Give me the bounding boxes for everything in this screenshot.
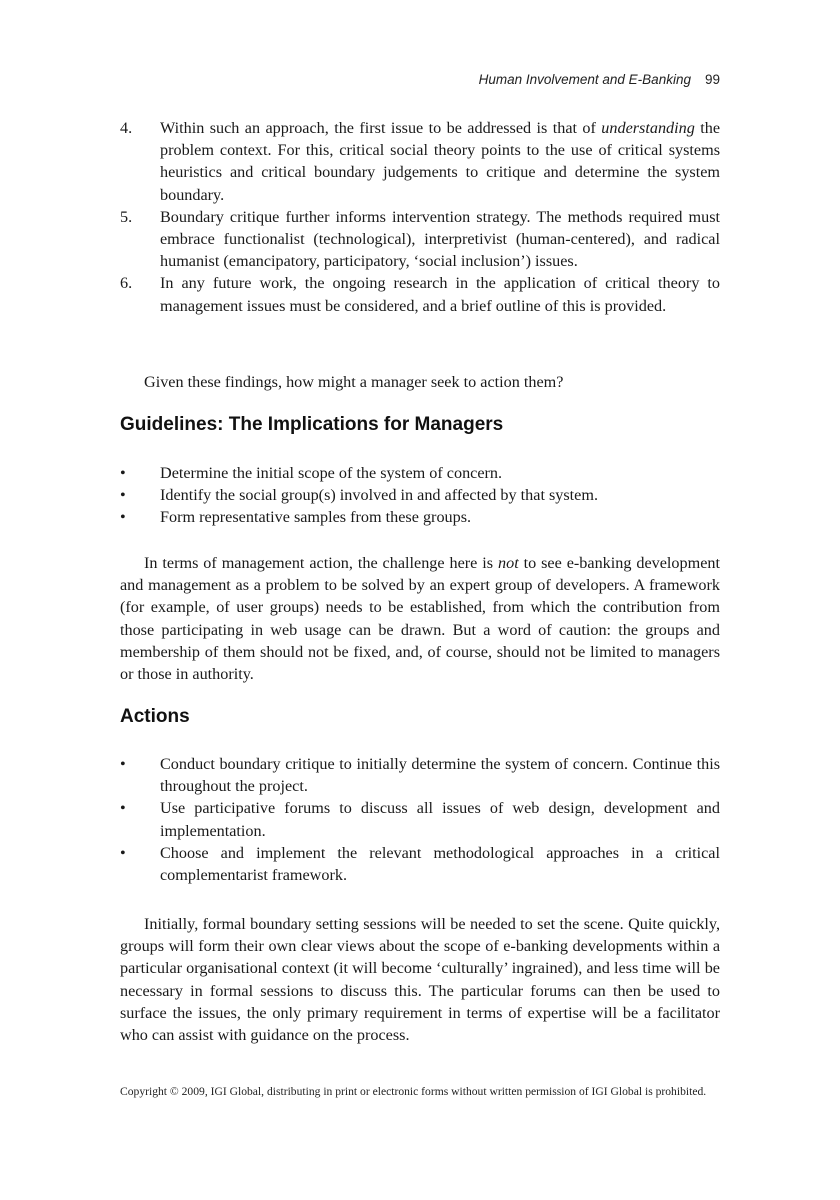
bullet-icon: •: [120, 486, 126, 505]
running-title: Human Involvement and E-Banking: [478, 72, 691, 87]
list-item: [120, 797, 720, 841]
list-text: Choose and implement the relevant methodological approaches in a critical complementarist framework.: [160, 843, 720, 885]
emphasis-text: not: [498, 554, 519, 572]
bullet-icon: •: [120, 755, 126, 773]
list-text: Use participative forums to discuss all issues of web design, development and implementation.: [160, 799, 720, 840]
numbered-findings-list: [120, 117, 720, 317]
list-text: In any future work, the ongoing research in the application of critical theory to management issues must be considered, and a brief outline of this is provided.: [160, 274, 720, 315]
list-number: 6.: [120, 274, 133, 293]
list-text: [160, 119, 720, 204]
guidelines-bullet-list: [120, 462, 720, 529]
copyright-footer: Copyright © 2009, IGI Global, distributing in print or electronic forms without written permission of IGI Global is prohibited.: [120, 1085, 707, 1098]
list-number: 5.: [120, 207, 133, 226]
list-number: 4.: [120, 119, 133, 137]
section-heading-actions: Actions: [120, 706, 190, 727]
list-item: [120, 484, 720, 506]
text-segment: the problem context. For this, critical social theory points to the use of critical systems heuristics and critical boundary judgements to critique and determine the system boundary.: [160, 119, 721, 204]
text-segment: In terms of management action, the challenge here is: [144, 554, 498, 572]
boundary-sessions-paragraph: Initially, formal boundary setting sessions will be needed to set the scene. Quite quickly, groups will form their own clear views about the scope of e-banking developments within a particular organisational context (it will become ‘culturally’ ingrained), and less time will be necessary in formal sessions to discuss this. The particular forums can then be used to surface the issues, the only primary requirement in terms of expertise will be a facilitator who can assist with guidance on the process.: [120, 915, 720, 1045]
list-item: [120, 506, 720, 528]
text-segment: Within such an approach, the first issue to be addressed is that of: [160, 119, 602, 137]
page-number: 99: [704, 72, 720, 87]
bullet-icon: •: [120, 508, 126, 527]
list-text: Determine the initial scope of the system of concern.: [160, 464, 503, 482]
list-text: Identify the social group(s) involved in and affected by that system.: [160, 486, 598, 505]
list-text: Form representative samples from these groups.: [160, 508, 472, 527]
list-item: [120, 117, 720, 206]
list-text: Boundary critique further informs intervention strategy. The methods required must embrace functionalist (technological), interpretivist (human-centered), and radical humanist (emancipatory, participatory, ‘social inclusion’) issues.: [160, 207, 720, 271]
text-segment: to see e-banking development and management as a problem to be solved by an expert group of developers. A framework (for example, of user groups) needs to be established, from which the contribution from those participating in web usage can be drawn. But a word of caution: the groups and membership of them should not be fixed, and, of course, should not be limited to managers or those in authority.: [120, 554, 720, 684]
transition-paragraph: Given these findings, how might a manager seek to action them?: [144, 373, 564, 391]
bullet-icon: •: [120, 799, 126, 818]
emphasis-text: understanding: [601, 119, 695, 137]
section-heading-guidelines: Guidelines: The Implications for Managers: [120, 414, 504, 435]
list-item: [120, 753, 720, 797]
bullet-icon: •: [120, 464, 126, 482]
list-item: [120, 206, 720, 273]
management-action-paragraph: [120, 552, 720, 685]
actions-bullet-list: [120, 753, 720, 886]
bullet-icon: •: [120, 843, 126, 862]
list-text: Conduct boundary critique to initially determine the system of concern. Continue this throughout the project.: [160, 755, 720, 796]
list-item: [120, 272, 720, 316]
running-header: [120, 72, 720, 87]
list-item: [120, 462, 720, 484]
list-item: [120, 842, 720, 886]
